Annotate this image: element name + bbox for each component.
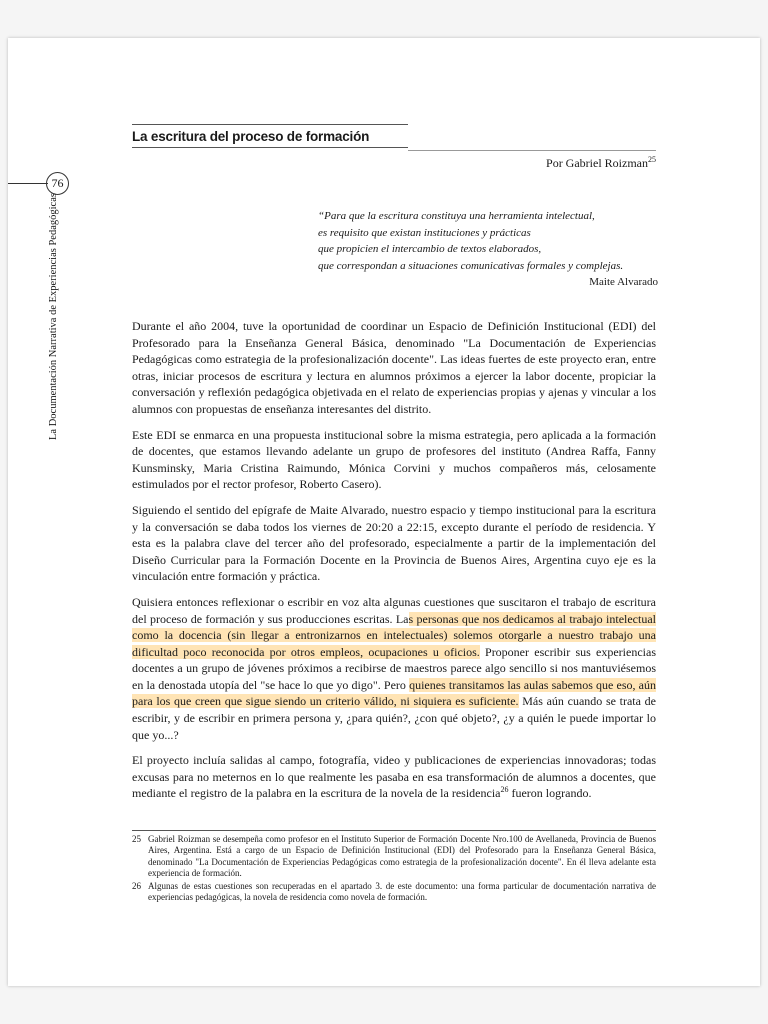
epigraph-author: Maite Alvarado — [589, 276, 658, 288]
epigraph — [318, 208, 658, 291]
epigraph-line: “Para que la escritura constituya una herramienta intelectual, — [318, 210, 595, 222]
footnote-ref: 26 — [500, 785, 509, 795]
footnote-text: Gabriel Roizman se desempeña como profesor en el Instituto Superior de Formación Docente Nro.100 de Avellaneda, Provincia de Buenos Aires, Argentina. Está a cargo de un Espacio de Definición Institucional (EDI) del Profesorado para la Enseñanza General Básica, denominado "La Documentación de Experiencias Pedagógicas como estrategia de la profesionalización docente". En él lleva adelante esta experiencia de formación. — [148, 834, 656, 879]
title-rule — [408, 150, 656, 151]
paragraph-4 — [132, 594, 656, 743]
paragraph-2: Este EDI se enmarca en una propuesta institucional sobre la misma estrategia, pero aplicada a la formación de docentes, que estamos llevando adelante un grupo de profesores del instituto (Andrea Raffa, Fanny Kunsminsky, Maria Cristina Raimundo, Mónica Corvini y muchos compañeros más, celosamente estimulados por el rector profesor, Roberto Casero). — [132, 427, 656, 492]
footnote — [132, 834, 656, 880]
footnote-text: Algunas de estas cuestiones son recuperadas en el apartado 3. de este documento: una forma particular de documentación narrativa de experiencias pedagógicas, la novela de residencia como novela de formación. — [148, 880, 656, 903]
footnote — [132, 881, 656, 904]
footnote-number: 25 — [132, 834, 141, 844]
footnote-number: 26 — [132, 880, 141, 891]
paragraph-5-text: fueron logrando. — [508, 786, 592, 801]
paragraph-4-text: Más aún cuando se trata de escribir, y de escribir en primera persona y, ¿para quién?, ¿con qué objeto?, ¿y a quién le puede importar lo que yo...? — [132, 694, 656, 742]
footnote-rule — [132, 830, 656, 831]
document-page — [8, 38, 760, 986]
article-body — [132, 318, 656, 811]
byline-footnote-ref: 25 — [648, 155, 656, 164]
footnotes — [132, 834, 656, 904]
paragraph-3: Siguiendo el sentido del epígrafe de Maite Alvarado, nuestro espacio y tiempo institucional para la escritura y la conversación se daba todos los viernes de 20:20 a 22:15, excepto durante el período de residencia. Y esta es la palabra clave del tercer año del profesorado, especialmente a partir de la implementación del Diseño Curricular para la Formación Docente en la Provincia de Buenos Aires, Argentina cuyo eje es la vinculación entre formación y práctica. — [132, 502, 656, 584]
page-number: 76 — [46, 172, 69, 195]
epigraph-line: que correspondan a situaciones comunicativas formales y complejas. — [318, 259, 624, 272]
byline — [546, 156, 656, 171]
running-title: La Documentación Narrativa de Experiencias Pedagógicas — [48, 193, 59, 440]
highlighted-text[interactable]: quienes transitamos las aulas sabemos que eso, aún para los que creen que sigue siendo un criterio válido, ni siquiera es suficiente. — [132, 677, 656, 709]
paragraph-4-text: Quisiera entonces reflexionar o escribir en voz alta algunas cuestiones que suscitaron el trabajo de escritura del proceso de formación y sus producciones escritas. La — [132, 594, 656, 626]
paragraph-5 — [132, 752, 656, 802]
paragraph-4-text: Proponer escribir sus experiencias docentes a un grupo de jóvenes próximos a recibirse de maestros parece algo sencillo si nos mantuviésemos en la denostada utopía del "se hace lo que yo digo". Pero — [132, 644, 656, 692]
epigraph-line: que propicien el intercambio de textos elaborados, — [318, 243, 542, 255]
article-title: La escritura del proceso de formación — [132, 124, 408, 148]
highlighted-text[interactable]: s personas que nos dedicamos al trabajo intelectual como la docencia (sin llegar a entronizarnos en intelectuales) solemos otorgarle a nuestro trabajo una dificultad poco reconocida por otros empleos, ocupaciones u oficios. — [132, 611, 657, 659]
paragraph-5-text: El proyecto incluía salidas al campo, fotografía, video y publicaciones de experiencias innovadoras; todas excusas para no meternos en lo que realmente les pasaba en esa transformación de alumnos a docentes, que mediante el registro de la palabra en la escritura de la novela de la residencia — [132, 753, 656, 801]
paragraph-1: Durante el año 2004, tuve la oportunidad de coordinar un Espacio de Definición Institucional (EDI) del Profesorado para la Enseñanza General Básica, denominado "La Documentación de Experiencias Pedagógicas como estrategia de la profesionalización docente". Las ideas fuertes de este proyecto eran, entre otras, iniciar procesos de escritura y lectura en alumnos próximos a ejercer la labor docente, propiciar la conversación y reflexión pedagógica objetivada en el relato de experiencias propias y ajenas y vincular a los alumnos con propuestas de enseñanza interesantes del distrito. — [132, 319, 656, 416]
sidebar-rule — [8, 183, 48, 184]
epigraph-line: es requisito que existan instituciones y prácticas — [318, 226, 531, 239]
byline-author: Por Gabriel Roizman — [546, 156, 648, 170]
